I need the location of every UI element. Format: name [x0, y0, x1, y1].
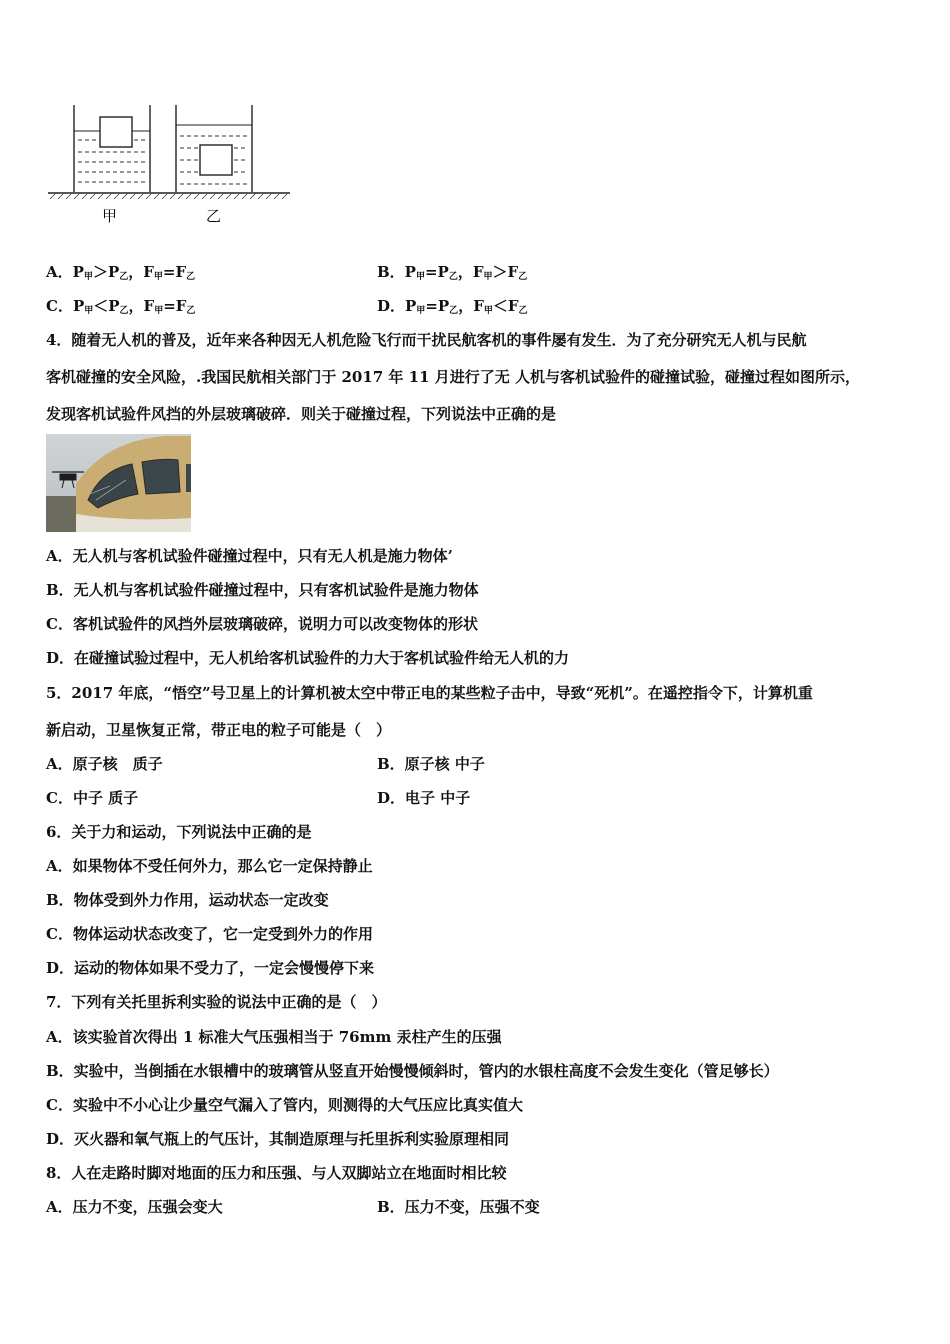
q3-option-c: C．$P_甲<P_乙$，$F_甲=F_乙$ [46, 297, 196, 316]
container-jia [74, 105, 150, 192]
q4-stem-line-2: 客机碰撞的安全风险，.我国民航相关部门于 2017 年 11 月进行了无 人机与客机试验件的碰撞试验，碰撞过程如图所示， [46, 368, 860, 386]
q8-option-a: A．压力不变，压强会变大 [46, 1198, 223, 1216]
q4-option-b: B．无人机与客机试验件碰撞过程中，只有客机试验件是施力物体 [46, 581, 479, 599]
q6-option-b: B．物体受到外力作用，运动状态一定改变 [46, 891, 329, 909]
q4-stem-line-1: 4．随着无人机的普及，近年来各种因无人机危险飞行而干扰民航客机的事件屡有发生．为了充分研究无人机与民航 [46, 331, 807, 349]
q5-option-c: C．中子 质子 [46, 789, 139, 807]
q4-stem-line-3: 发现客机试验件风挡的外层玻璃破碎．则关于碰撞过程，下列说法中正确的是 [46, 405, 557, 423]
block-jia [100, 117, 132, 147]
q6-option-c: C．物体运动状态改变了，它一定受到外力的作用 [46, 925, 373, 943]
q5-stem-line-1: 5．2017 年底，“悟空”号卫星上的计算机被太空中带正电的某些粒子击中，导致“死机”。在遥控指令下，计算机重 [46, 684, 813, 702]
q8-option-b: B．压力不变，压强不变 [377, 1198, 540, 1216]
label-jia: 甲 [102, 207, 118, 225]
q7-option-d: D．灭火器和氧气瓶上的气压计，其制造原理与托里拆利实验原理相同 [46, 1130, 510, 1148]
q6-option-d: D．运动的物体如果不受力了，一定会慢慢停下来 [46, 959, 375, 977]
container-yi [176, 105, 252, 192]
q3-option-b: B．$P_甲=P_乙$，$F_甲>F_乙$ [377, 263, 528, 282]
ground [48, 193, 290, 199]
q7-option-b: B．实验中，当倒插在水银槽中的玻璃管从竖直开始慢慢倾斜时，管内的水银柱高度不会发生变化（管足够长） [46, 1062, 779, 1080]
q5-option-d: D．电子 中子 [377, 789, 471, 807]
q8-stem: 8．人在走路时脚对地面的压力和压强、与人双脚站立在地面时相比较 [46, 1164, 507, 1182]
q4-option-d: D．在碰撞试验过程中，无人机给客机试验件的力大于客机试验件给无人机的力 [46, 649, 570, 667]
q5-option-b: B．原子核 中子 [377, 755, 485, 773]
block-yi [200, 145, 232, 175]
q6-option-a: A．如果物体不受任何外力，那么它一定保持静止 [46, 857, 373, 875]
q3-option-d: D．$P_甲=P_乙$，$F_甲<F_乙$ [377, 297, 528, 316]
containers-figure [44, 100, 294, 230]
q4-option-a: A．无人机与客机试验件碰撞过程中，只有无人机是施力物体’ [46, 547, 453, 565]
q5-option-a: A．原子核 质子 [46, 755, 163, 773]
q4-option-c: C．客机试验件的风挡外层玻璃破碎，说明力可以改变物体的形状 [46, 615, 478, 633]
q7-option-c: C．实验中不小心让少量空气漏入了管内，则测得的大气压应比真实值大 [46, 1096, 523, 1114]
label-yi: 乙 [206, 207, 222, 225]
drone-collision-photo [46, 434, 191, 532]
q3-option-a: A．$P_甲>P_乙$，$F_甲=F_乙$ [46, 263, 196, 282]
q7-stem: 7．下列有关托里拆利实验的说法中正确的是（ ） [46, 993, 387, 1011]
q5-stem-line-2: 新启动，卫星恢复正常，带正电的粒子可能是（ ） [46, 721, 392, 739]
q6-stem: 6．关于力和运动，下列说法中正确的是 [46, 823, 312, 841]
q7-option-a: A．该实验首次得出 1 标准大气压强相当于 76mm 汞柱产生的压强 [46, 1028, 502, 1046]
